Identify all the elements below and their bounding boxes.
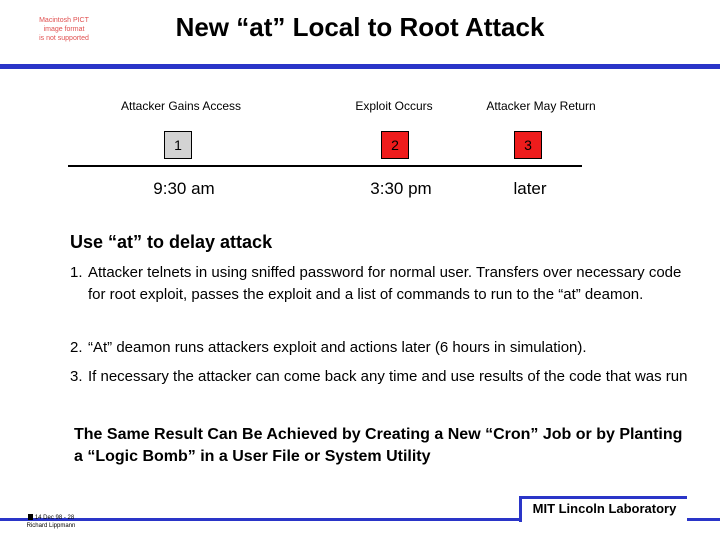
list-item-text: “At” deamon runs attackers exploit and actions later (6 hours in simulation).	[88, 339, 587, 356]
stage-label-exploit: Exploit Occurs	[355, 99, 433, 113]
stage-box-3: 3	[514, 131, 542, 159]
unsupported-image-placeholder	[36, 16, 92, 43]
list-item-number: 3.	[70, 368, 83, 385]
stage-time-1: 9:30 am	[153, 179, 215, 198]
stage-time-2: 3:30 pm	[370, 179, 432, 198]
footer-credit	[8, 514, 94, 530]
flag-icon	[28, 514, 33, 520]
footer-date: 14 Dec 98 - 28	[34, 515, 75, 521]
list-item	[70, 262, 690, 306]
list-item-number: 1.	[70, 264, 83, 281]
placeholder-line: is not supported	[39, 35, 89, 42]
stage-box-2: 2	[381, 131, 409, 159]
list-item-text: If necessary the attacker can come back any time and use results of the code that was run	[88, 368, 688, 385]
footer-date-line	[8, 514, 94, 522]
stage-label-return: Attacker May Return	[486, 99, 596, 113]
list-item	[70, 366, 690, 388]
organization-label: MIT Lincoln Laboratory	[519, 496, 687, 522]
placeholder-line: image format	[43, 26, 85, 33]
conclusion-text: The Same Result Can Be Achieved by Creating a New “Cron” Job or by Planting a “Logic Bomb” in a User File or System Utility	[74, 426, 683, 465]
list-item	[70, 337, 690, 359]
placeholder-line: Macintosh PICT	[39, 17, 89, 24]
list-item-number: 2.	[70, 339, 83, 356]
stage-box-1: 1	[164, 131, 192, 159]
list-item-text: Attacker telnets in using sniffed password for normal user. Transfers over necessary code for root exploit, passes the exploit and a list of commands to run to the “at” deamon.	[88, 264, 682, 303]
slide-title: New “at” Local to Root Attack	[175, 12, 545, 42]
stage-label-access: Attacker Gains Access	[120, 99, 242, 113]
title-divider	[0, 64, 720, 69]
timeline-line	[68, 165, 582, 167]
footer-author: Richard Lippmann	[26, 523, 76, 529]
section-heading: Use “at” to delay attack	[70, 232, 273, 252]
stage-time-3: later	[513, 179, 547, 198]
